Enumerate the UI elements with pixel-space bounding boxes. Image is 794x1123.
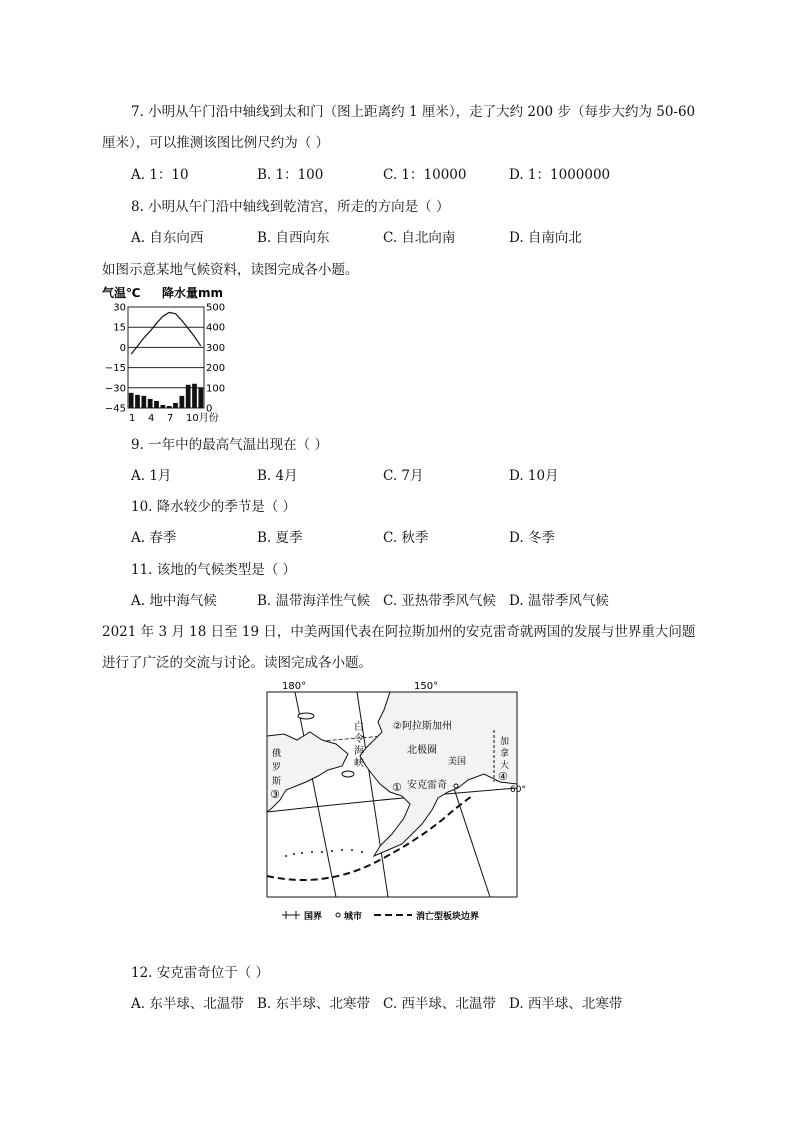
climate-left-title: 气温℃ xyxy=(102,286,141,300)
q10-option-c[interactable]: C. 秋季 xyxy=(383,530,429,546)
month-tick-label: 7 xyxy=(167,413,174,424)
q12-option-d[interactable]: D. 西半球、北寒带 xyxy=(509,996,623,1012)
q9-option-c[interactable]: C. 7月 xyxy=(383,468,424,484)
precip-bar-7 xyxy=(167,406,172,408)
q12-option-b[interactable]: B. 东半球、北寒带 xyxy=(257,996,371,1012)
q11-option-c[interactable]: C. 亚热带季风气候 xyxy=(383,593,496,609)
label-russia-1: 俄 xyxy=(272,749,282,759)
precip-bar-2 xyxy=(135,395,140,408)
label-canada-3: 大 xyxy=(500,761,510,771)
marker-4: ④ xyxy=(498,770,508,783)
label-bering-1: 白 xyxy=(354,722,364,733)
legend-border: 国界 xyxy=(304,912,323,922)
q8-option-a[interactable]: A. 自东向西 xyxy=(131,230,204,246)
climate-chart xyxy=(100,284,234,430)
map-legend xyxy=(282,910,479,922)
q10-option-a[interactable]: A. 春季 xyxy=(131,530,177,546)
temp-tick-label: 0 xyxy=(119,342,126,354)
q10-option-d[interactable]: D. 冬季 xyxy=(509,530,555,546)
temp-tick-label: −45 xyxy=(104,403,126,415)
q7-option-b[interactable]: B. 1：100 xyxy=(257,167,324,183)
precip-bar-10 xyxy=(186,385,191,408)
precip-bar-8 xyxy=(173,403,178,408)
q10-stem: 10. 降水较少的季节是（ ） xyxy=(131,499,297,515)
temp-tick-label: 30 xyxy=(113,302,126,314)
q9-option-a[interactable]: A. 1月 xyxy=(131,468,172,484)
island-st-lawrence xyxy=(342,771,354,777)
q10-option-b[interactable]: B. 夏季 xyxy=(257,530,303,546)
anchorage-city-marker xyxy=(454,784,458,788)
precip-bar-1 xyxy=(129,393,134,408)
label-usa: 美国 xyxy=(448,757,467,767)
label-anchorage: 安克雷奇 xyxy=(407,780,447,791)
q9-option-d[interactable]: D. 10月 xyxy=(509,468,559,484)
q7-stem-line1: 7. 小明从午门沿中轴线到太和门（图上距离约 1 厘米），走了大约 200 步（每步大约为 50-60 xyxy=(131,104,696,120)
q7-stem-line2: 厘米），可以推测该图比例尺约为（ ） xyxy=(102,135,330,151)
precip-bar-4 xyxy=(148,399,153,408)
legend-plate: 消亡型板块边界 xyxy=(416,912,480,922)
intro-map-line1: 2021 年 3 月 18 日至 19 日，中美两国代表在阿拉斯加州的安克雷奇就两国的发展与世界重大问题 xyxy=(102,624,696,640)
temp-tick-label: −30 xyxy=(104,383,126,395)
q8-option-c[interactable]: C. 自北向南 xyxy=(383,230,456,246)
q7-option-d[interactable]: D. 1：1000000 xyxy=(509,167,611,183)
precip-tick-label: 200 xyxy=(206,363,226,375)
intro-map-line2: 进行了广泛的交流与讨论。读图完成各小题。 xyxy=(102,655,372,671)
marker-3: ③ xyxy=(270,788,280,801)
precip-bar-11 xyxy=(192,384,197,408)
q7-option-a[interactable]: A. 1：10 xyxy=(131,167,189,183)
label-bering-3: 海 xyxy=(354,746,364,757)
climate-right-title: 降水量mm xyxy=(162,286,224,300)
precip-tick-label: 100 xyxy=(206,383,226,395)
label-russia-2: 罗 xyxy=(272,763,282,773)
q7-option-c[interactable]: C. 1：10000 xyxy=(383,167,467,183)
temp-tick-label: −15 xyxy=(104,363,126,375)
precip-bar-12 xyxy=(198,388,203,408)
q11-option-a[interactable]: A. 地中海气候 xyxy=(131,593,217,609)
intro-climate: 如图示意某地气候资料，读图完成各小题。 xyxy=(102,262,359,278)
label-canada-2: 拿 xyxy=(500,749,510,759)
month-tick-label: 4 xyxy=(148,413,155,424)
label-bering-2: 令 xyxy=(354,734,364,745)
lat-60-label: 60° xyxy=(510,785,526,795)
precip-tick-label: 400 xyxy=(206,322,226,334)
precip-tick-label: 0 xyxy=(206,403,213,415)
q11-option-b[interactable]: B. 温带海洋性气候 xyxy=(257,593,371,609)
precip-bar-6 xyxy=(160,405,165,408)
legend-city: 城市 xyxy=(344,912,363,922)
q11-option-d[interactable]: D. 温带季风气候 xyxy=(509,593,609,609)
precip-bar-9 xyxy=(179,396,184,408)
label-russia-3: 斯 xyxy=(272,777,282,787)
label-bering-4: 峡 xyxy=(354,758,364,769)
marker-1: ① xyxy=(392,781,402,794)
legend-city-symbol xyxy=(336,913,340,917)
precip-bar-5 xyxy=(154,401,159,408)
month-tick-label: 10月份 xyxy=(186,413,219,424)
precip-tick-label: 500 xyxy=(206,302,226,314)
alaska-map xyxy=(262,678,532,923)
q12-stem: 12. 安克雷奇位于（ ） xyxy=(131,965,270,981)
lon-150-label: 150° xyxy=(414,681,439,692)
q8-option-b[interactable]: B. 自西向东 xyxy=(257,230,330,246)
q12-option-c[interactable]: C. 西半球、北温带 xyxy=(383,996,496,1012)
label-arctic-circle: 北极圈 xyxy=(407,745,437,756)
label-alaska: ②阿拉斯加州 xyxy=(393,721,452,732)
q11-stem: 11. 该地的气候类型是（ ） xyxy=(131,562,297,578)
q12-option-a[interactable]: A. 东半球、北温带 xyxy=(131,996,244,1012)
month-tick-label: 1 xyxy=(129,413,136,424)
q8-option-d[interactable]: D. 自南向北 xyxy=(509,230,582,246)
q9-stem: 9. 一年中的最高气温出现在（ ） xyxy=(131,437,328,453)
q9-option-b[interactable]: B. 4月 xyxy=(257,468,298,484)
island-wrangel xyxy=(298,713,314,719)
lon-180-label: 180° xyxy=(282,681,307,692)
temp-tick-label: 15 xyxy=(113,322,126,334)
precip-bar-3 xyxy=(141,396,146,408)
label-canada-1: 加 xyxy=(500,737,510,747)
precip-tick-label: 300 xyxy=(206,342,226,354)
q8-stem: 8. 小明从午门沿中轴线到乾清宫，所走的方向是（ ） xyxy=(131,199,450,215)
